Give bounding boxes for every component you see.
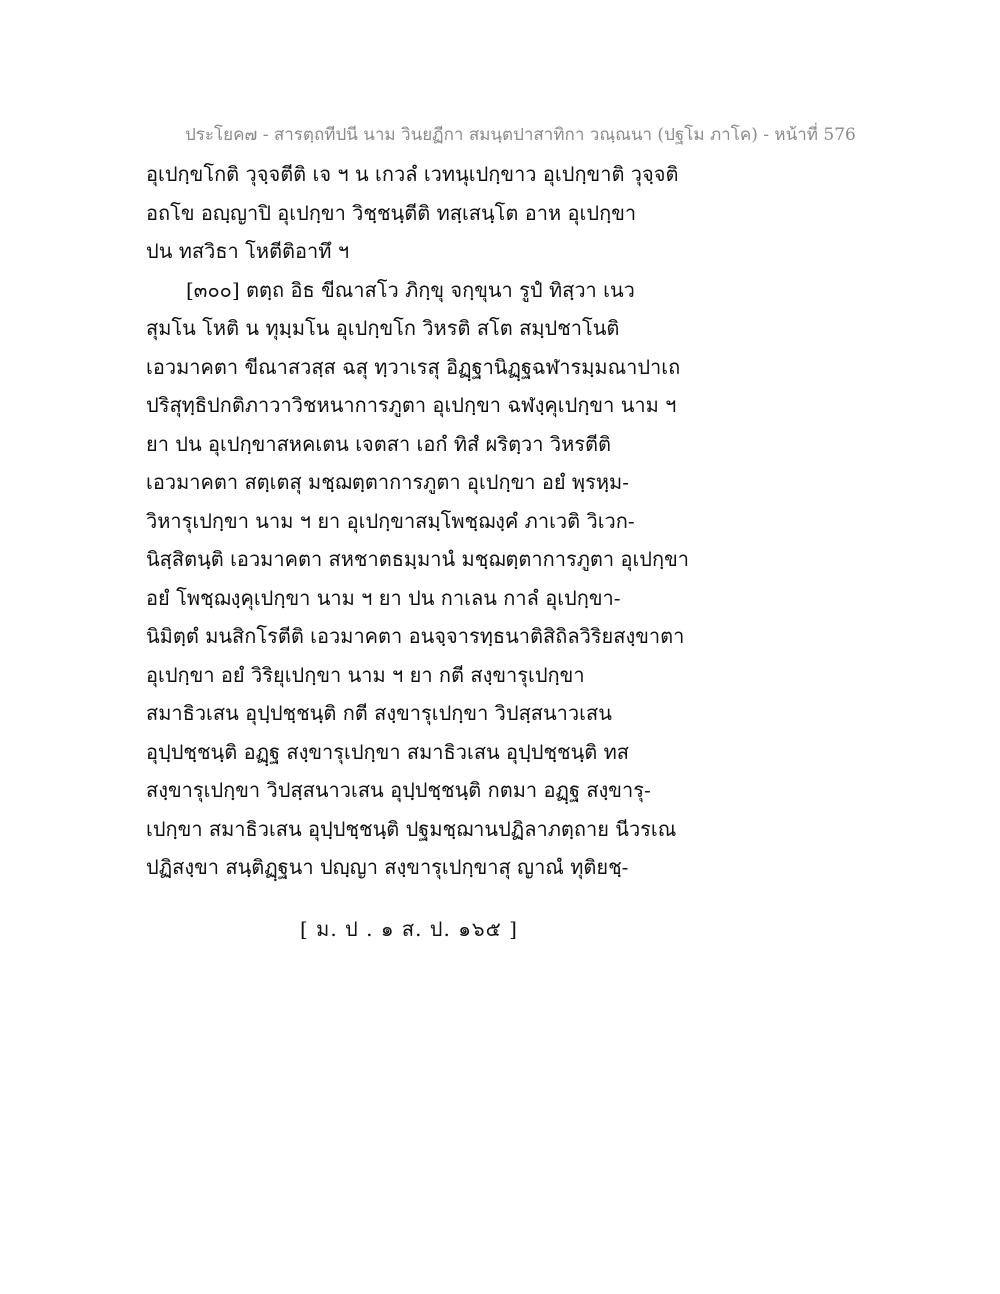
page-reference-footnote: [ ม. ป . ๑ ส. ป. ๑๖๕ ] xyxy=(300,917,518,941)
text-line: สุมโน โหติ น ทุมฺมโน อุเปกฺขโก วิหรติ สโต สมฺปชาโนติ xyxy=(146,316,620,340)
paragraph-start-line: [๓๐๐] ตตฺถ อิธ ขีณาสโว ภิกฺขุ จกฺขุนา รูปํ ทิสฺวา เนว xyxy=(186,277,635,302)
text-line: วิหารุเปกฺขา นาม ฯ ยา อุเปกฺขาสมฺโพชฺฌงฺคํ ภาเวติ วิเวก- xyxy=(146,508,635,533)
text-line: ปน ทสวิธา โหตีติอาทึ ฯ xyxy=(146,239,350,263)
text-line: ปฏิสงฺขา สนฺติฏฺฐนา ปญฺญา สงฺขารุเปกฺขาสุ ญาณํ ทุติยชฺ- xyxy=(146,855,629,879)
text-line: อถโข อญฺญาปิ อุเปกฺขา วิชฺชนฺตีติ ทสฺเสนฺโต อาห อุเปกฺขา xyxy=(146,200,637,225)
text-line: อุปฺปชฺชนฺติ อฏฺฐ สงฺขารุเปกฺขา สมาธิวเสน อุปฺปชฺชนฺติ ทส xyxy=(146,739,630,764)
text-line: เปกฺขา สมาธิวเสน อุปฺปชฺชนฺติ ปฐมชฺฌานปฏิลาภตฺถาย นีวรเณ xyxy=(146,816,677,841)
text-line: ปริสุทฺธิปกติภาวาวิชหนาการภูตา อุเปกฺขา ฉฬงฺคุเปกฺขา นาม ฯ xyxy=(146,393,677,417)
text-line: เอวมาคตา สตฺเตสุ มชฺฌตฺตาการภูตา อุเปกฺขา อยํ พฺรหฺม- xyxy=(146,470,629,494)
text-line: เอวมาคตา ขีณาสวสฺส ฉสุ ทฺวาเรสุ อิฏฺฐานิฏฺฐฉฬารมฺมณาปาเถ xyxy=(146,354,681,379)
text-line: สงฺขารุเปกฺขา วิปสฺสนาวเสน อุปฺปชฺชนฺติ กตมา อฏฺฐ สงฺขารุ- xyxy=(146,778,651,802)
text-line: นิมิตฺตํ มนสิกโรตีติ เอวมาคตา อนจฺจารทฺธนาติสิถิลวิริยสงฺขาตา xyxy=(146,624,685,648)
text-line: อุเปกฺขา อยํ วิริยุเปกฺขา นาม ฯ ยา กตี สงฺขารุเปกฺขา xyxy=(146,662,585,687)
text-line: ยา ปน อุเปกฺขาสหคเตน เจตสา เอกํ ทิสํ ผริตฺวา วิหรตีติ xyxy=(146,431,612,456)
body-text xyxy=(146,155,690,887)
text-line: สมาธิวเสน อุปฺปชฺชนฺติ กตี สงฺขารุเปกฺขา วิปสฺสนาวเสน xyxy=(146,701,612,725)
text-line: อยํ โพชฺฌงฺคุเปกฺขา นาม ฯ ยา ปน กาเลน กาลํ อุเปกฺขา- xyxy=(146,585,621,610)
text-line: นิสฺสิตนฺติ เอวมาคตา สหชาตธมฺมานํ มชฺฌตฺตาการภูตา อุเปกฺขา xyxy=(146,547,690,571)
text-line: อุเปกฺขโกติ วุจฺจตีติ เจ ฯ น เกวลํ เวทนุเปกฺขาว อุเปกฺขาติ วุจฺจติ xyxy=(146,162,679,186)
running-header: ประโยค๗ - สารตฺถทีปนี นาม วินยฏีกา สมนฺตปาสาทิกา วณฺณนา (ปฐโม ภาโค) - หน้าที่ 576 xyxy=(185,125,856,145)
